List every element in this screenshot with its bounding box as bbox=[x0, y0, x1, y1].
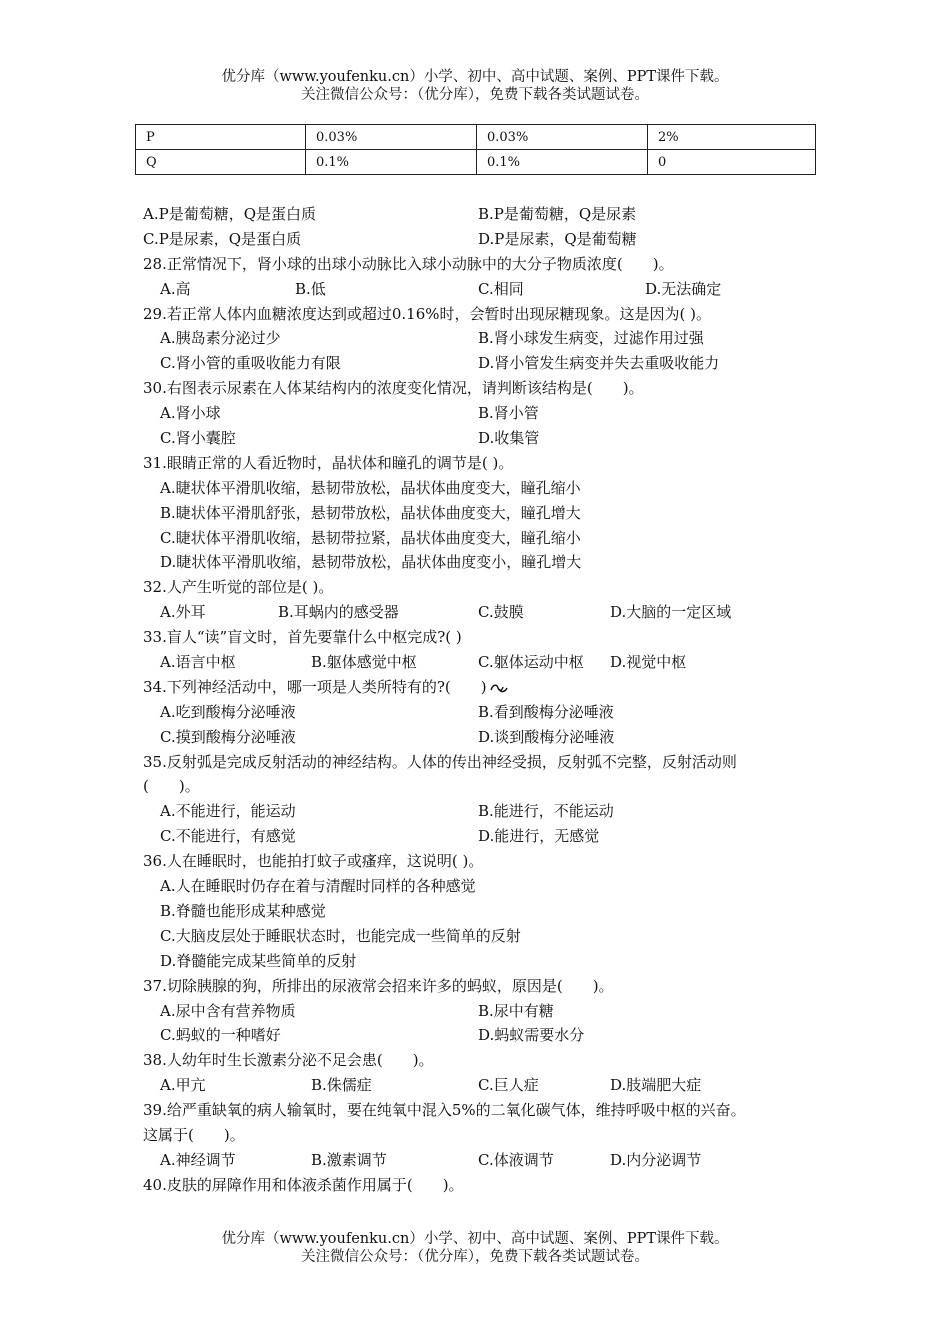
question-35-stem: 35.反射弧是完成反射活动的神经结构。人体的传出神经受损，反射弧不完整，反射活动则 bbox=[143, 752, 737, 771]
option-c: C.大脑皮层处于睡眠状态时，也能完成一些简单的反射 bbox=[160, 926, 521, 945]
question-29-options-row-2 bbox=[143, 351, 823, 376]
table-cell: 0.1% bbox=[477, 150, 648, 175]
option-b: B.看到酸梅分泌唾液 bbox=[478, 702, 614, 721]
option-b: B.肾小管 bbox=[478, 404, 539, 423]
option-c: C.肾小囊腔 bbox=[160, 429, 236, 448]
question-32-options bbox=[143, 600, 823, 625]
option-d: D.肢端肥大症 bbox=[610, 1076, 702, 1095]
table-row bbox=[136, 150, 816, 175]
question-38-stem: 38.人幼年时生长激素分泌不足会患( )。 bbox=[143, 1051, 434, 1070]
option-b: B.P是葡萄糖，Q是尿素 bbox=[478, 205, 637, 223]
option-b: B.脊髓也能形成某种感觉 bbox=[160, 901, 326, 920]
option-d: D.睫状体平滑肌收缩，悬韧带放松，晶状体曲度变小，瞳孔增大 bbox=[160, 553, 582, 572]
page-footer bbox=[0, 1230, 950, 1266]
question-35-stem-cont: ( )。 bbox=[143, 777, 200, 796]
option-a: A.吃到酸梅分泌唾液 bbox=[160, 702, 296, 721]
option-a: A.语言中枢 bbox=[160, 653, 236, 672]
option-c: C.睫状体平滑肌收缩，悬韧带拉紧，晶状体曲度变大，瞳孔缩小 bbox=[160, 528, 581, 547]
option-b: B.睫状体平滑肌舒张，悬韧带放松，晶状体曲度变大，瞳孔增大 bbox=[160, 503, 581, 522]
footer-line-1: 优分库（www.youfenku.cn）小学、初中、高中试题、案例、PPT课件下载。 bbox=[221, 1231, 729, 1247]
table-cell: Q bbox=[136, 150, 306, 175]
question-34-text: 34.下列神经活动中，哪一项是人类所特有的?( ) bbox=[143, 677, 487, 696]
option-d: D.大脑的一定区域 bbox=[610, 603, 732, 622]
question-30-stem: 30.右图表示尿素在人体某结构内的浓度变化情况，请判断该结构是( )。 bbox=[143, 379, 644, 398]
option-c: C.巨人症 bbox=[478, 1076, 539, 1095]
option-c: C.蚂蚁的一种嗜好 bbox=[160, 1026, 281, 1045]
option-d: D.能进行，无感觉 bbox=[478, 827, 600, 846]
question-29-stem: 29.若正常人体内血糖浓度达到或超过0.16%时，会暂时出现尿糖现象。这是因为( )。 bbox=[143, 304, 711, 323]
question-33-options bbox=[143, 650, 823, 675]
question-30-options-row-1 bbox=[143, 401, 823, 426]
table-row bbox=[136, 125, 816, 150]
option-a: A.高 bbox=[160, 279, 191, 298]
question-34-options-row-2 bbox=[143, 725, 823, 750]
option-b: B.耳蜗内的感受器 bbox=[278, 603, 399, 622]
option-c: C.P是尿素，Q是蛋白质 bbox=[143, 229, 302, 248]
question-38-options bbox=[143, 1073, 823, 1098]
question-37-options-row-1 bbox=[143, 999, 823, 1024]
option-a: A.人在睡眠时仍存在着与清醒时同样的各种感觉 bbox=[160, 877, 476, 896]
option-a: A.肾小球 bbox=[160, 404, 221, 423]
question-list bbox=[143, 202, 823, 1198]
option-a: A.外耳 bbox=[160, 603, 206, 622]
option-a: A.神经调节 bbox=[160, 1150, 236, 1169]
option-d: D.视觉中枢 bbox=[610, 653, 687, 672]
option-a: A.尿中含有营养物质 bbox=[160, 1001, 296, 1020]
option-b: B.能进行，不能运动 bbox=[478, 802, 614, 821]
option-d: D.蚂蚁需要水分 bbox=[478, 1026, 585, 1045]
question-31-stem: 31.眼睛正常的人看近物时，晶状体和瞳孔的调节是( )。 bbox=[143, 453, 514, 472]
question-28-stem: 28.正常情况下，肾小球的出球小动脉比入球小动脉中的大分子物质浓度( )。 bbox=[143, 254, 674, 273]
option-c: C.躯体运动中枢 bbox=[478, 653, 584, 672]
header-line-1: 优分库（www.youfenku.cn）小学、初中、高中试题、案例、PPT课件下载。 bbox=[221, 69, 729, 85]
option-c: C.相同 bbox=[478, 279, 524, 298]
option-a: A.胰岛素分泌过少 bbox=[160, 329, 281, 348]
question-28-options bbox=[143, 277, 823, 302]
option-c: C.不能进行，有感觉 bbox=[160, 827, 296, 846]
question-35-options-row-2 bbox=[143, 824, 823, 849]
table-cell: 0 bbox=[648, 150, 816, 175]
question-27-options-row-1 bbox=[143, 202, 823, 227]
option-d: D.谈到酸梅分泌唾液 bbox=[478, 727, 615, 746]
table-cell: P bbox=[136, 125, 306, 150]
question-30-options-row-2 bbox=[143, 426, 823, 451]
footer-line-2: 关注微信公众号：（优分库），免费下载各类试题试卷。 bbox=[301, 1249, 649, 1265]
question-32-stem: 32.人产生听觉的部位是( )。 bbox=[143, 578, 334, 597]
question-34-stem bbox=[143, 675, 823, 700]
page-header bbox=[0, 68, 950, 104]
question-39-stem-cont: 这属于( )。 bbox=[143, 1125, 245, 1144]
question-35-options-row-1 bbox=[143, 799, 823, 824]
question-39-stem: 39.给严重缺氧的病人输氧时，要在纯氧中混入5%的二氧化碳气体，维持呼吸中枢的兴奋。 bbox=[143, 1101, 746, 1120]
option-b: B.肾小球发生病变，过滤作用过强 bbox=[478, 329, 704, 348]
option-b: B.尿中有糖 bbox=[478, 1001, 554, 1020]
option-a: A.不能进行，能运动 bbox=[160, 802, 296, 821]
option-a: A.P是葡萄糖，Q是蛋白质 bbox=[143, 205, 316, 223]
table-cell: 0.03% bbox=[477, 125, 648, 150]
scribble-mark-icon bbox=[489, 682, 509, 694]
option-c: C.鼓膜 bbox=[478, 603, 524, 622]
option-b: B.激素调节 bbox=[311, 1150, 387, 1169]
option-c: C.摸到酸梅分泌唾液 bbox=[160, 727, 296, 746]
table-cell: 0.1% bbox=[306, 150, 477, 175]
question-39-options bbox=[143, 1148, 823, 1173]
question-37-options-row-2 bbox=[143, 1023, 823, 1048]
table-cell: 2% bbox=[648, 125, 816, 150]
option-d: D.收集管 bbox=[478, 429, 540, 448]
option-d: D.无法确定 bbox=[645, 279, 722, 298]
option-b: B.躯体感觉中枢 bbox=[311, 653, 417, 672]
question-34-options-row-1 bbox=[143, 700, 823, 725]
option-c: C.肾小管的重吸收能力有限 bbox=[160, 354, 341, 373]
question-29-options-row-1 bbox=[143, 326, 823, 351]
option-c: C.体液调节 bbox=[478, 1150, 554, 1169]
header-line-2: 关注微信公众号：（优分库），免费下载各类试题试卷。 bbox=[301, 87, 649, 103]
question-40-stem: 40.皮肤的屏障作用和体液杀菌作用属于( )。 bbox=[143, 1175, 464, 1194]
table-cell: 0.03% bbox=[306, 125, 477, 150]
question-37-stem: 37.切除胰腺的狗，所排出的尿液常会招来许多的蚂蚁，原因是( )。 bbox=[143, 976, 614, 995]
option-b: B.低 bbox=[295, 279, 326, 298]
option-d: D.肾小管发生病变并失去重吸收能力 bbox=[478, 354, 720, 373]
option-b: B.侏儒症 bbox=[311, 1076, 372, 1095]
option-d: D.脊髓能完成某些简单的反射 bbox=[160, 951, 357, 970]
option-d: D.内分泌调节 bbox=[610, 1150, 702, 1169]
option-a: A.睫状体平滑肌收缩，悬韧带放松，晶状体曲度变大，瞳孔缩小 bbox=[160, 478, 581, 497]
question-36-stem: 36.人在睡眠时，也能拍打蚊子或瘙痒，这说明( )。 bbox=[143, 852, 484, 871]
option-a: A.甲亢 bbox=[160, 1076, 206, 1095]
data-table bbox=[135, 124, 816, 175]
option-d: D.P是尿素，Q是葡萄糖 bbox=[478, 229, 637, 248]
question-27-options-row-2 bbox=[143, 227, 823, 252]
question-33-stem: 33.盲人“读”盲文时，首先要靠什么中枢完成?( ) bbox=[143, 628, 462, 647]
